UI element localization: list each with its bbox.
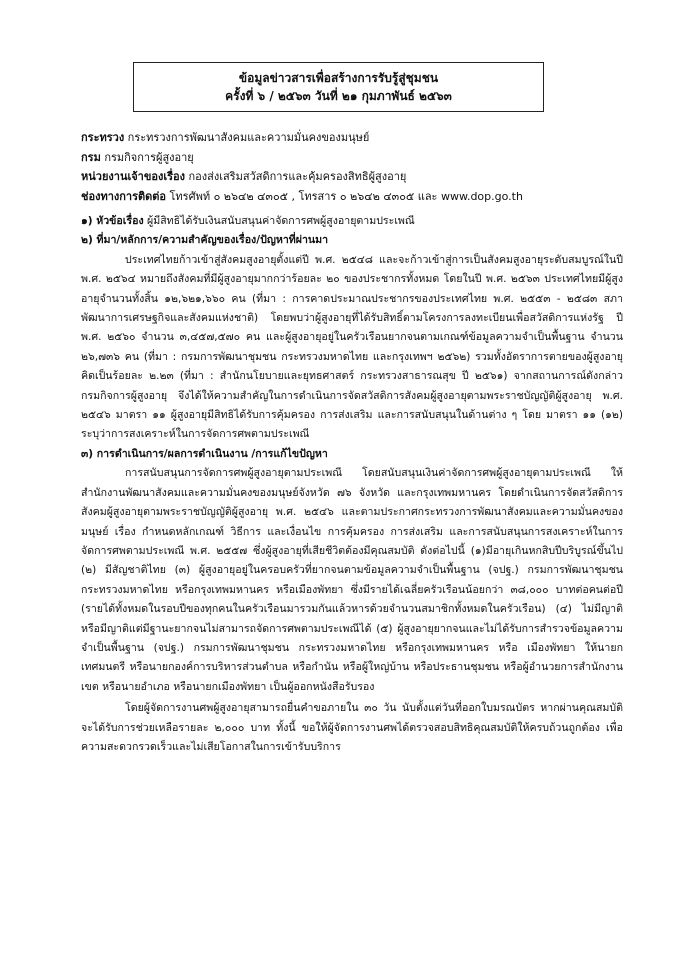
title-line-1: ข้อมูลข่าวสารเพื่อสร้างการรับรู้สู่ชุมชน bbox=[238, 71, 439, 85]
department-row bbox=[81, 148, 621, 168]
title-box bbox=[133, 62, 544, 112]
ministry-label: กระทรวง bbox=[81, 131, 125, 144]
section-1-title: ๑) หัวข้อเรื่อง bbox=[81, 215, 144, 227]
section-2-paragraph: ประเทศไทยก้าวเข้าสู่สังคมสูงอายุตั้งแต่ปี พ.ศ. ๒๕๔๘ และจะก้าวเข้าสู่การเป็นสังคมสูงอายุระดับสมบูรณ์ในปี พ.ศ. ๒๕๖๔ หมายถึงสังคมที่มีผู้สูงอายุมากกว่าร้อยละ ๒๐ ของประชากรทั้งหมด โดยในปี พ.ศ. ๒๕๖๓ ประเทศไทยมีผู้สูงอายุจำนวนทั้งสิ้น ๑๒,๖๒๑,๖๖๐ คน (ที่มา : การคาดประมาณประชากรของประเทศไทย พ.ศ. ๒๕๕๓ - ๒๕๘๓ สภาพัฒนาการเศรษฐกิจและสังคมแห่งชาติ) โดยพบว่าผู้สูงอายุที่ได้รับสิทธิ์ตามโครงการลงทะเบียนเพื่อสวัสดิการแห่งรัฐ ปี พ.ศ. ๒๕๖๐ จำนวน ๓,๔๕๗,๕๗๐ คน และผู้สูงอายุอยู่ในครัวเรือนยากจนตามเกณฑ์ข้อมูลความจำเป็นพื้นฐาน จำนวน ๒๖,๗๓๖ คน (ที่มา : กรมการพัฒนาชุมชน กระทรวงมหาดไทย และกรุงเทพฯ ๒๕๖๒) รวมทั้งอัตราการตายของผู้สูงอายุ คิดเป็นร้อยละ ๒.๒๓ (ที่มา : สำนักนโยบายและยุทธศาสตร์ กระทรวงสาธารณสุข ปี ๒๕๖๑) จากสถานการณ์ดังกล่าว กรมกิจการผู้สูงอายุ จึงได้ให้ความสำคัญในการดำเนินการจัดสวัสดิการสังคมผู้สูงอายุตามพระราชบัญญัติผู้สูงอายุ พ.ศ. ๒๕๔๖ มาตรา ๑๑ ผู้สูงอายุมีสิทธิได้รับการคุ้มครอง การส่งเสริม และการสนับสนุนในด้านต่าง ๆ โดย มาตรา ๑๑ (๑๒) ระบุว่าการสงเคราะห์ในการจัดการศพตามประเพณี bbox=[81, 253, 623, 441]
unit-label: หน่วยงานเจ้าของเรื่อง bbox=[81, 170, 185, 183]
department-label: กรม bbox=[81, 150, 101, 164]
contact-label: ช่องทางการติดต่อ bbox=[81, 189, 167, 203]
section-3-paragraph-1: การสนับสนุนการจัดการศพผู้สูงอายุตามประเพณี โดยสนับสนุนเงินค่าจัดการศพผู้สูงอายุตามประเพณี ให้สำนักงานพัฒนาสังคมและความมั่นคงของมนุษย์จังหวัด ๗๖ จังหวัด และกรุงเทพมหานคร โดยดำเนินการจัดสวัสดิการสังคมผู้สูงอายุตามพระราชบัญญัติผู้สูงอายุ พ.ศ. ๒๕๔๖ และตามประกาศกระทรวงการพัฒนาสังคมและความมั่นคงของมนุษย์ เรื่อง กำหนดหลักเกณฑ์ วิธีการ และเงื่อนไข การคุ้มครอง การส่งเสริม และการสนับสนุนการสงเคราะห์ในการจัดการศพตามประเพณี พ.ศ. ๒๕๕๗ ซึ่งผู้สูงอายุที่เสียชีวิตต้องมีคุณสมบัติ ดังต่อไปนี้ (๑)มีอายุเกินหกสิบปีบริบูรณ์ขึ้นไป (๒) มีสัญชาติไทย (๓) ผู้สูงอายุอยู่ในครอบครัวที่ยากจนตามข้อมูลความจำเป็นพื้นฐาน (จปฐ.) กรมการพัฒนาชุมชน กระทรวงมหาดไทย หรือกรุงเทพมหานคร หรือเมืองพัทยา ซึ่งมีรายได้เฉลี่ยครัวเรือนน้อยกว่า ๓๘,๐๐๐ บาทต่อคนต่อปี (รายได้ทั้งหมดในรอบปีของทุกคนในครัวเรือนมารวมกันแล้วหารด้วยจำนวนสมาชิกทั้งหมดในครัวเรือน) (๔) ไม่มีญาติ หรือมีญาติแต่มีฐานะยากจนไม่สามารถจัดการศพตามประเพณีได้ (๕) ผู้สูงอายุยากจนและไม่ได้รับการสำรวจข้อมูลความจำเป็นพื้นฐาน (จปฐ.) กรมการพัฒนาชุมชน กระทรวงมหาดไทย หรือกรุงเทพมหานคร หรือ เมืองพัทยา ให้นายกเทศมนตรี หรือนายกองค์การบริหารส่วนตำบล หรือกำนัน หรือผู้ใหญ่บ้าน หรือประธานชุมชน หรือผู้อำนวยการสำนักงานเขต หรือนายอำเภอ หรือนายกเมืองพัทยา เป็นผู้ออกหนังสือรับรอง bbox=[81, 467, 623, 693]
ministry-row bbox=[81, 128, 621, 148]
section-2-heading: ๒) ที่มา/หลักการ/ความสำคัญของเรื่อง/ปัญหาที่ผ่านมา bbox=[81, 234, 329, 247]
section-1-heading bbox=[81, 212, 623, 231]
section-1-text: ผู้มีสิทธิได้รับเงินสนับสนุนค่าจัดการศพผู้สูงอายุตามประเพณี bbox=[143, 215, 415, 227]
ministry-value: กระทรวงการพัฒนาสังคมและความมั่นคงของมนุษย์ bbox=[124, 131, 370, 144]
title-line-2: ครั้งที่ ๖ / ๒๕๖๓ วันที่ ๒๑ กุมภาพันธ์ ๒๕๖๓ bbox=[225, 89, 452, 103]
section-3-heading: ๓) การดำเนินการ/ผลการดำเนินงาน /การแก้ไขปัญหา bbox=[81, 447, 328, 460]
department-value: กรมกิจการผู้สูงอายุ bbox=[100, 150, 194, 164]
contact-value: โทรศัพท์ ๐ ๒๖๔๒ ๔๓๐๕ , โทรสาร ๐ ๒๖๔๒ ๔๓๐๕ และ www.dop.go.th bbox=[166, 189, 523, 203]
section-3-paragraph-2: โดยผู้จัดการงานศพผู้สูงอายุสามารถยื่นคำขอภายใน ๓๐ วัน นับตั้งแต่วันที่ออกใบมรณบัตร หากผ่านคุณสมบัติ จะได้รับการช่วยเหลือรายละ ๒,๐๐๐ บาท ทั้งนี้ ขอให้ผู้จัดการงานศพได้ตรวจสอบสิทธิคุณสมบัติให้ครบถ้วนถูกต้อง เพื่อความสะดวกรวดเร็วและไม่เสียโอกาสในการเข้ารับบริการ bbox=[81, 702, 623, 753]
unit-value: กองส่งเสริมสวัสดิการและคุ้มครองสิทธิผู้สูงอายุ bbox=[184, 170, 407, 183]
contact-row bbox=[81, 187, 621, 207]
unit-row bbox=[81, 167, 621, 187]
meta-block bbox=[81, 128, 621, 206]
content-block bbox=[81, 212, 623, 757]
